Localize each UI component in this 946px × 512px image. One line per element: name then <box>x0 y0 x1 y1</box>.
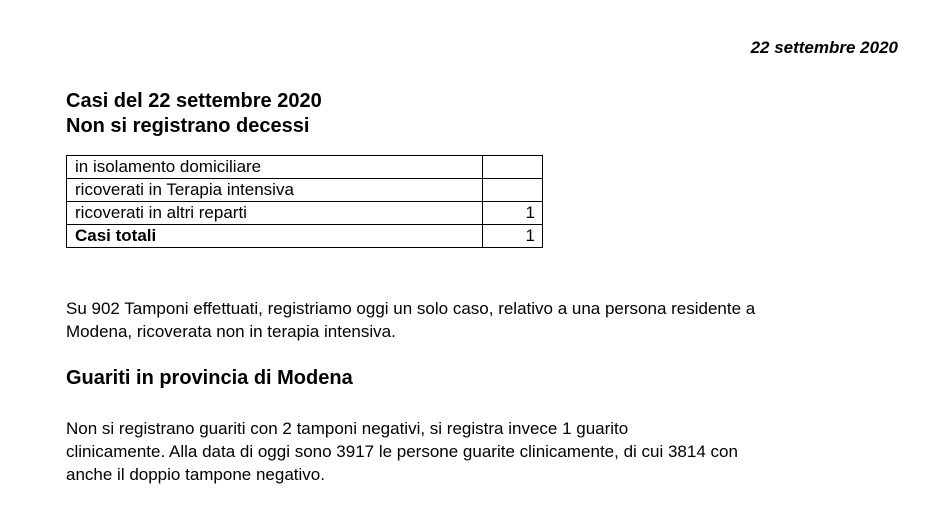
title-line-cases: Casi del 22 settembre 2020 <box>66 90 322 112</box>
row-label-home-isolation: in isolamento domiciliare <box>67 156 483 179</box>
paragraph-line: Non si registrano guariti con 2 tamponi negativi, si registra invece 1 guarito <box>66 419 629 438</box>
cases-table <box>66 155 543 248</box>
table-row <box>67 202 543 225</box>
recovered-paragraph <box>66 417 738 486</box>
row-value-other-wards: 1 <box>483 202 543 225</box>
row-value-home-isolation <box>483 156 543 179</box>
paragraph-line: Modena, ricoverata non in terapia intensiva. <box>66 322 396 341</box>
table-row-total <box>67 225 543 248</box>
page-title <box>66 89 322 139</box>
table-row <box>67 179 543 202</box>
paragraph-line: anche il doppio tampone negativo. <box>66 465 325 484</box>
row-value-total: 1 <box>483 225 543 248</box>
tests-paragraph <box>66 297 755 343</box>
document-date: 22 settembre 2020 <box>750 38 898 57</box>
row-label-intensive-care: ricoverati in Terapia intensiva <box>67 179 483 202</box>
row-value-intensive-care <box>483 179 543 202</box>
paragraph-line: clinicamente. Alla data di oggi sono 3917 le persone guarite clinicamente, di cui 3814 con <box>66 442 738 461</box>
paragraph-line: Su 902 Tamponi effettuati, registriamo oggi un solo caso, relativo a una persona residente a <box>66 299 756 318</box>
row-label-total: Casi totali <box>67 225 483 248</box>
table-row <box>67 156 543 179</box>
section-heading-recovered: Guariti in provincia di Modena <box>66 367 353 389</box>
row-label-other-wards: ricoverati in altri reparti <box>67 202 483 225</box>
title-line-deaths: Non si registrano decessi <box>66 115 310 137</box>
